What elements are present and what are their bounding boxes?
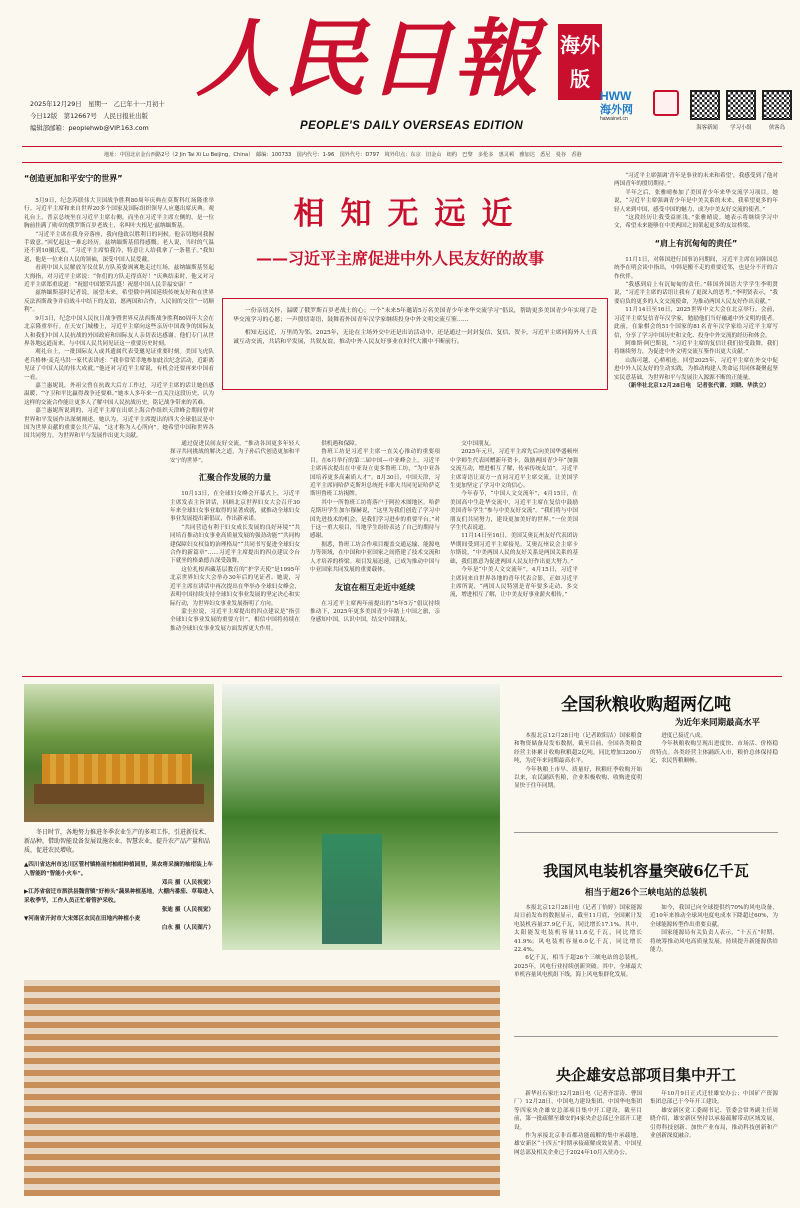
haiwainet-url: haiwainet.cn [600,116,628,122]
paragraph: 2025年元旦，习近平主席先后向美国华盛顿州中学师生代表回赠新年贺卡，鼓励两国青少年“加强交流互动，增进相互了解，传承传统友谊”。习近平主席寄语让双方一直同习近平主席交流，让美国学生更加坚定了学习中文的信心。 [450,449,578,490]
col3-subtitle: 汇聚合作发展的力量 [199,473,271,483]
caption-item: ▲四川省达州市达川区管村镇格前村柚柑种植园里，果农将采摘的柚柑装上车入智能的“智能小火车”。 [24,862,213,877]
col3-body [170,440,300,668]
xiongan-col2 [650,1090,778,1202]
paragraph: 今年秋粮上市早、质量好，秋粮旺季收购开始以来，农民踊跃售粮，企业积极收购，收购进度明显快于往年同期。 [514,766,642,790]
col1-subtitle: “创造更加和平安宁的世界” [24,174,123,183]
edition-badge-line2: 版 [570,67,590,91]
paragraph: 据悉，鲁班工坊合作项目覆盖交通运输、能源电力等领域，在中国和中亚国家之间搭建了技术交流和人才培养的桥梁。项目发展迅速，已成为推动中国与中亚国家共同发展的重要载体。 [310,541,440,574]
masthead-logo-title: 人民日報 [196,9,541,108]
paragraph: “共同营造有利于妇女成长发展的良好环境”“共同培育推动妇女事业高质量发展的强劲动能”“共同构建保障妇女权益的治理格局”“共同书写促进全球妇女合作的新篇章”……习近平主席提出的四点建议令台下就坐的格桑德吉深受鼓舞。 [170,524,300,565]
paragraph: 在习近平主席两年前提出的“5年5万”倡议持续推动下，2025年更多美国青少年踏上中国之旅，亲身感知中国，认识中国，结交中国朋友。 [310,600,440,624]
edition-badge [558,24,602,100]
paragraph: 蒙圭拉说，习近平主席提出的四点建议是“指引全球妇女事业发展的重要方针”，相信中国将持续在推动全球妇女事业发展方面发挥更大作用。 [170,608,300,632]
paragraph: 通过促进民间友好交流，“推动各国更多年轻人探寻共同挑战的解决之道，为子孙后代创造更加和平安宁的世界”。 [170,441,300,464]
issue-line: 今日12版 第12667号 人民日报社出版 [30,112,148,120]
grain-col1 [514,732,642,826]
caption-main: 冬日时节，各地努力推进冬季农业生产的多项工作，引进新技术、新品种，借助智能设备发展设施农业、智慧农业，提升农产品产量和品质，促进农民增收。 [24,829,211,854]
col4-subtitle: 友谊在相互走近中延续 [335,582,415,592]
paragraph: 11月1日，对韩国进行国事访问期间，习近平主席在同韩国总统李在明会谈中指出，中韩是搬不走的重要近邻，也是分不开的合作伙伴。 [614,256,778,280]
lead-col4 [310,440,440,668]
haiwainet-logo[interactable] [600,90,648,124]
lead-col6 [614,172,778,668]
byline: （新华社北京12月28日电 记者张代蕾、刘晓、华洪立） [625,382,770,389]
paragraph: 兹纳缅斯基时记者说，展望未来，希望俄中两国延续传统友好和在世界反法西斯战争并肩战斗中结下的友谊，愿两国和合作，人民间的交往“一切顺利”。 [24,290,214,314]
greenhouse-photo [222,684,500,950]
paragraph: 鲁班工坊是习近平主席一直关心推动的重要项目。在6月举行的第二届中国—中亚峰会上，习近平主席再次提出在中亚设立更多鲁班工坊，“为中亚各国培养更多高素质人才”。8月30日，中国天津，习近平主席同哈萨克斯坦总统托卡耶夫共同见证哈萨克斯坦鲁班工坊揭牌。 [310,449,440,498]
col6-body [614,172,778,668]
paragraph: 如今，我国已向全球提供约70%的风电设备，近10年来推动全球风电度电成本下降超过60%，为全球能源转型作出重要贡献。 [650,905,778,928]
paragraph: 这位扎根西藏基层教育的“护学天使”是1995年北京世界妇女大会举办30年后的见证者。她说，习近平主席在讲话中再次提出在华举办全球妇女峰会，表明中国持续支持全球妇女事业发展的坚定决心和实际行动，为世界妇女事业发展指明了方向。 [170,566,300,607]
qr-label: 学习小组 [730,125,752,131]
paragraph: 进度已接近八成。 [661,733,706,739]
caption-item: ▶江苏省宿迁市泗洪县魏营镇“好柿头”蔬果种植基地，大棚内番茄、草莓进入采收季节，工作人员正忙着管护采收。 [24,889,214,904]
farmland-photo [24,980,500,1196]
paragraph: 半年之后，张雅晴参加了美国青少年来华交流学习项目。她说，“习近平主席强调青少年是中美关系的未来，我希望更多的年轻人来到中国，感受中国的魅力，成为中美友好交流的使者。” [614,189,778,213]
address-line: 地址：中国北京金台西路2号（2 Jin Tai Xi Lu Beijing，China） 邮编：100733 国内代号：1-96 国外代号：D797 境外印点：东京 旧金山 纽约 巴黎 多伦多 惠灵顿 雅加达 悉尼 曼谷 香港 [104,152,582,158]
photo-caption [24,828,214,978]
qr-label: 侠客岛 [768,125,786,131]
paragraph: 今年是“中美人文交流年”，4月15日，习近平主席同来自世界各地的青年代表合影。正如习近平主席所说，“两国人民特别是青年要多走动、多交流，增进相互了解，让中美友好事业薪火相传。” [450,567,578,599]
col4-body [310,440,440,668]
paragraph: 11月14日至16日，美国艾奥瓦州友好代表团访华期间受到习近平主席接见。艾奥瓦州议会主席卡尔斯说，“中美两国人民的友好关系是两国关系的基础，我们愿意为促进两国人民友好作出更大努力。” [450,533,578,565]
col6-subtitle: “肩上有沉甸甸的责任” [654,238,738,248]
address-rule [22,162,782,163]
editor-email: 编辑部邮箱：peoplehwb@VIP.163.com [30,124,149,132]
xiongan-body [514,1090,778,1202]
paragraph: “我感到肩上有沉甸甸的责任。”韩国外国语大学学生李明贤说，“习近平主席的话语让我有了更深入的思考。”李明贤表示，“我要肩负的更多的人文交流使命，为推动两国人民友好作出贡献。” [614,282,778,305]
caption-credit: 张迪 摄（人民视觉） [161,907,214,913]
paragraph: 6亿千瓦，相当于超26个三峡电站的总装机。2025年，风电行业持续创新突破。其中，全球最大单机容量风电机组下线，海上风电集群化发展。 [514,955,642,979]
edition-badge-line1: 海外 [560,33,600,57]
paragraph: 9月3日，纪念中国人民抗日战争暨世界反法西斯战争胜利80周年大会在北京隆重举行。在天安门城楼上，习近平主席向这些亲历中国战争的国际友人和我们中国人民抗战的外国政府和国际友人亲切表达感谢。他们专门从世界各地远道而来，与中国人民共同见证这一重要历史时刻。 [24,315,214,347]
masthead [0,0,800,140]
caption-item: ▼河南省开封市大宋郊区农民在田地内种植小麦 [24,916,141,922]
paragraph: 供机遇和保障。 [321,441,361,447]
col5-body [450,440,578,668]
masthead-rule [22,146,782,147]
paragraph: “习近平主席在我身旁落座，我向他致以胜利日的问候。他亲切地同我握手致意。”回忆起这一难忘经历，兹纳缅斯基值得感慨。老人说，当时的气温还不到10摄氏度，“习近平主席怕我冷，特意让人给我拿了一条毯子。”我知道，他是一位来自人民的领袖，深受中国人民爱戴。 [24,231,214,263]
paragraph: “这段经历让我受益匪浅。”张雅晴说。她表示将继续学习中文，希望未来能够在中美两国之间架起更多的友谊桥梁。 [614,215,778,230]
lead-headline: 相知无远近 [293,196,529,232]
paragraph: 雄安新区党工委副书记、管委会常务副主任周晓介绍，雄安新区坚持以承接疏解带动区域发展，引得科技创新、加快产业布局，推动科技创新和产业创新深度融合。 [650,1107,778,1140]
caption-credit: 白永 摄（人民图片） [161,925,214,931]
paragraph: 本报北京12月28日电（记者丁怡婷）国家能源局日前发布的数据显示，截至11月底，全国累计发电装机容量37.9亿千瓦，同比增长17.1%。其中，太阳能发电装机容量11.6亿千瓦，同比增长41.9%；风电装机容量6.0亿千瓦，同比增长22.4%。 [514,905,642,954]
qr-code-icon[interactable] [726,90,756,120]
orchard-photo [24,684,214,822]
paragraph: 阿维斯·阿巴斯说，“习近平主席的复信让我们倍受鼓舞，我们将继续努力，为促进中外文明交流互鉴作出更大贡献。” [614,340,778,356]
paragraph: 今年秋粮收购呈现出进度快、市场活、价格稳的特点。各类经营主体踊跃入市，粮价总体保持稳定，农民售粮顺畅。 [650,741,778,765]
grain-headline: 全国秋粮收购超两亿吨 [561,695,731,715]
hww-icon: HWW [600,89,632,103]
grain-body [514,732,778,826]
paragraph: 本报北京12月28日电（记者欧阳洁）国家粮食和物资储备局发布数据，截至目前，全国各类粮食经营主体累计收购秋粮超2亿吨，同比增加3200万吨，为近年来同期最高水平。 [514,733,642,765]
paragraph: 作为承接北京非首都功能疏解的集中承载地，雄安新区“十四五”时期承接疏解成效显著，中国星网总部及相关企业已于2024年10月入驻办公。 [514,1133,642,1156]
qr-label: 海客新闻 [696,125,718,131]
lead-intro-2: 相知无远近，万里尚为邻。2025年，无论在主场外交中还是出访活动中，还是通过一封封复信、复信、贺卡，习近平主席同海外人士真诚互动交流，共话和平发展，共叙友谊，推动中外人民友好事业在时代大潮中不断前行。 [233,330,597,345]
qr-block [690,90,794,136]
paragraph: 嘉兰惠妮所说到的，习近平主席在出席上海合作组织天津峰会期间曾对世界和平发展作出深刻阐述。她认为，习近平主席提出的四大全球倡议是中国为世界贡献的重要公共产品，“这才称为人心所向”。她希望中国和世界各国共同努力，为世界和平与发展作出更大贡献。 [24,408,214,440]
lead-col5 [450,440,578,668]
paragraph: 年10月9日正式迁驻雄安办公；中国矿产资源集团总部已于今年开工建设。 [650,1091,778,1106]
grain-subheadline: 为近年来同期最高水平 [674,718,760,728]
wind-subheadline: 相当于超26个三峡电站的总装机 [584,888,708,898]
paragraph: 山海可越，心桥相连。回望2025年，习近平主席在外交中促进中外人民友好的生动实践，为推动构建人类命运共同体凝聚起坚实民意基础，为世界和平与发展注入源源不断的正能量。 [614,357,778,381]
divider [514,1036,778,1037]
divider [514,832,778,833]
xiongan-headline: 央企雄安总部项目集中开工 [555,1066,736,1084]
haiwainet-name: 海外网 [600,103,633,116]
paragraph: 新华社石家庄12月28日电（记者齐雷涛、曹国厂）12月28日，中国电力建设集团、中国华电集团等四家央企雄安总部项目集中开工建设。截至目前，第一批疏解至雄安的4家央企总部已全部开工建设。 [514,1091,642,1131]
wind-headline: 我国风电装机容量突破6亿千瓦 [543,862,749,880]
paragraph: 5月9日，纪念苏联伟大卫国战争胜利80周年庆典在莫斯科红场隆重举行。习近平主席和来自世界20多个国家及国际组织领导人应邀出席庆典。观礼台上，普京总统坐在习近平主席右侧，而坐在习近平主席左侧的，是一位胸前挂满了勋章的俄罗斯百岁老战士，名叫叶夫根尼·兹纳缅斯基。 [24,198,214,230]
lead-col3 [170,440,300,668]
lead-intro: 一份亲切关怀，温暖了俄罗斯百岁老战士的心；一个“未来5年邀请5万名美国青少年来华交流学习”倡议，帮助更多美国青少年实现了赴华交流学习的心愿；一声殷切寄语，鼓舞着外国青年汉学家继续投身中外文明交流互鉴…… [233,308,597,323]
stamp-logo [653,90,679,116]
paragraph: 看到中国人民解放军仪仗队方队英姿飒爽地走过红场，兹纳缅斯基竖起大拇指，对习近平主席说：“你们的方队走得真好！”庆典结束时，他又对习近平主席郑重说道：“祝愿中国繁荣昌盛！祝愿中国人民幸福安康！” [24,265,214,289]
wind-body [514,904,778,1030]
date-line: 2025年12月29日 星期一 乙巳年十一月初十 [30,100,165,108]
paragraph: 嘉兰惠妮说，外祖父曾在抗战大后方工作过，习近平主席的话让她倍感温暖，“守卫和平比赢得战争还要难。”她本人多年来一直关注这段历史，认为这样的交流合作能让更多人了解中国人民抗战历史，铭记战争带来的苦难。 [24,382,214,406]
paragraph: 交中国朋友。 [461,441,495,447]
section-divider [22,676,782,677]
grain-col2 [650,732,778,826]
lead-intro-box [222,298,608,390]
wind-col2 [650,904,778,1030]
caption-credit: 邓兵 摄（人民视觉） [161,880,214,886]
paragraph: 今年春节，“中国人文交流年”，4月15日，在美国高中生赴华交流中，习近平主席在复信中鼓励美国青年学生“参与中美友好交流”。“我们将与中国朋友们共同努力，建设更加美好的世界。”一位美国学生代表说道。 [450,491,578,532]
xiongan-col1 [514,1090,642,1202]
paragraph: 11月14日至16日，2025世界中文大会在北京举行。会前，习近平主席复信青年汉学家，勉励他们当好融通中外文明的使者。此前，在象棋会的51个国家的81名青年汉学家给习近平主席写信，分享了学习中国历史和文化、投身中外交流的经历和体会。 [614,307,778,339]
paragraph: 其中一所鲁班工坊将落户于阿拉木图地区。哈萨克斯坦学生加尔穆赫说，“这里为我们创造了学习中国先进技术的机会，是我们学习进步的重要平台。”对于这一重大项目，当地学生纷纷表达了自己的期待与感谢。 [310,499,440,540]
paragraph: 观礼台上，一批国际友人或其遗属代表受邀见证重要时刻。美国飞虎队老兵格林·麦克马洪一家代表讲述：“我非常荣幸地参加此次纪念活动，近距离见证了中国人民的伟大成就。”他还对习近平主席说，有机会还要再来中国看一看。 [24,349,214,381]
qr-code-icon[interactable] [690,90,720,120]
lead-subheadline: ——习近平主席促进中外人民友好的故事 [256,249,545,268]
english-name: PEOPLE'S DAILY OVERSEAS EDITION [300,120,524,132]
paragraph: 国家能源局有关负责人表示，“十五五”时期，将统筹推动风电高质量发展，持续提升新能源供给能力。 [650,930,778,954]
paragraph: “习近平主席强调‘青年是事业的未来和希望’，我感受到了他对两国青年的殷切期待。” [614,173,778,188]
wind-col1 [514,904,642,1030]
qr-code-icon[interactable] [762,90,792,120]
paragraph: 10月13日，在全球妇女峰会开幕式上，习近平主席发表主旨讲话，回顾北京世界妇女大会召开30年来全球妇女事业取得的显著成就，就推动全球妇女事业发展提出新倡议，作出新承诺。 [170,491,300,523]
